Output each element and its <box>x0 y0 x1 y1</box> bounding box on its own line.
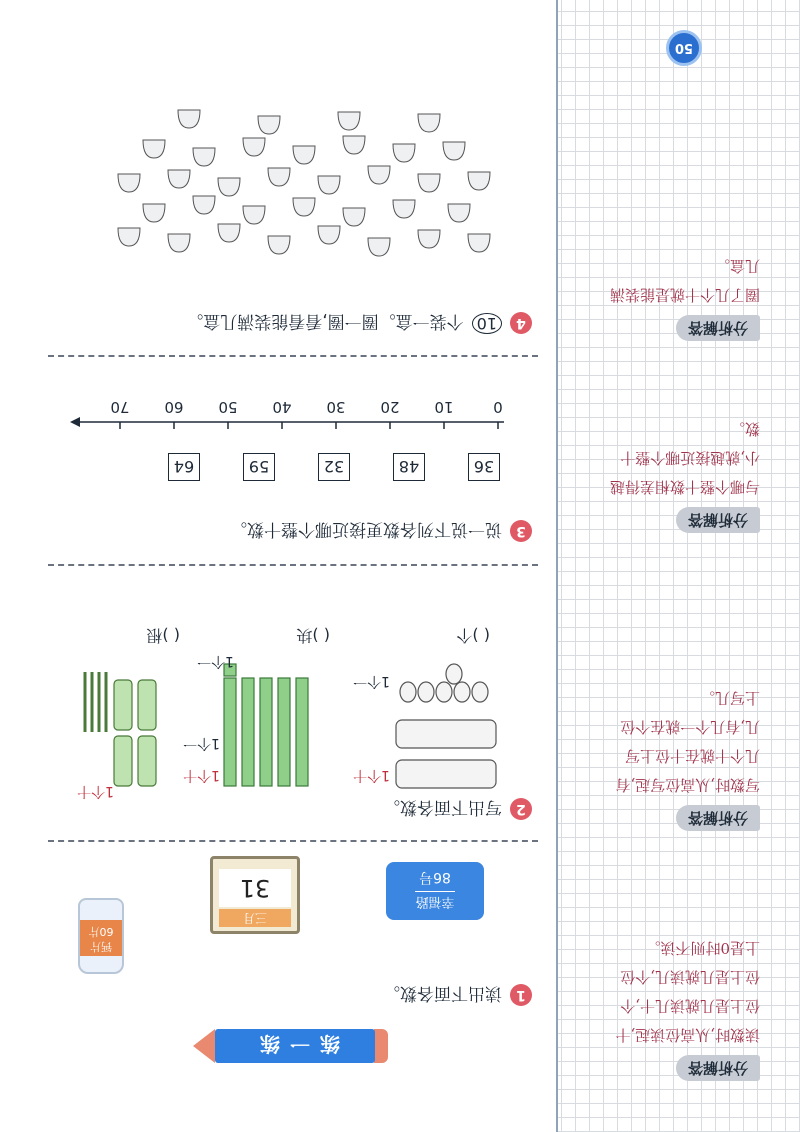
analysis-tag: 分析解答 <box>676 805 760 831</box>
section-divider <box>48 564 538 566</box>
question-2-header <box>383 797 532 822</box>
bell-icon <box>393 200 415 218</box>
bell-icon <box>193 148 215 166</box>
analysis-block-3 <box>610 414 760 534</box>
bell-icon <box>268 168 290 186</box>
jar-label <box>80 920 122 956</box>
pencil-tip-shape <box>193 1029 215 1063</box>
calendar-day: 31 <box>219 869 291 907</box>
bell-icon <box>318 226 340 244</box>
sticks-bundle-icon <box>80 662 160 792</box>
question-4-header <box>186 311 532 336</box>
jar-label-name: 钙片 <box>90 940 112 953</box>
bell-icon <box>143 140 165 158</box>
section-divider <box>48 355 538 357</box>
number-line-label: 10 <box>434 398 454 416</box>
label-one-unit: 1个一 <box>183 735 220 751</box>
page-number-badge <box>666 30 702 66</box>
house-number: 86号 <box>419 869 451 886</box>
calendar-month: 三月 <box>219 909 291 927</box>
question-4-text: 个装一盒。圈一圈,看看能装满几盒。 <box>186 311 464 331</box>
question-2-text: 写出下面各数。 <box>383 797 502 817</box>
label-one-ten: 1个十 <box>183 767 220 783</box>
label-one-unit: 1个一 <box>353 673 390 689</box>
bell-icon <box>468 172 490 190</box>
number-line-label: 60 <box>164 398 184 416</box>
analysis-tag: 分析解答 <box>676 507 760 533</box>
question-1-number: 1 <box>510 985 532 1007</box>
pencil-eraser-shape <box>374 1029 388 1063</box>
bell-icon <box>243 138 265 156</box>
number-line <box>70 392 510 442</box>
label-one-unit: 1个一 <box>197 653 234 669</box>
analysis-block-2 <box>610 683 760 832</box>
calcium-jar <box>78 898 124 974</box>
question-1-text: 读出下面各数。 <box>383 983 502 1003</box>
bell-icon <box>338 112 360 130</box>
bell-icon <box>218 178 240 196</box>
practice-banner-label: 练一练 <box>250 1032 340 1057</box>
question-2-number: 2 <box>510 799 532 821</box>
analysis-text: 写数时,从高位写起,有几个十就在十位上写几,有几个一就在个位上写几。 <box>615 689 760 794</box>
bell-icon <box>178 110 200 128</box>
analysis-text: 圈了几个十就是能装满几盒。 <box>609 257 760 304</box>
section-divider <box>48 840 538 842</box>
number-line-label: 20 <box>380 398 400 416</box>
answer-blank-rolls[interactable]: ( )个 <box>456 626 490 645</box>
jar-label-count: 60片 <box>88 925 114 938</box>
number-line-arrow <box>70 417 80 427</box>
number-line-label: 70 <box>110 398 130 416</box>
bell-icon <box>193 196 215 214</box>
bell-icon <box>468 234 490 252</box>
bell-icon <box>418 174 440 192</box>
cube-bars-icon <box>222 662 312 792</box>
bell-icon <box>368 166 390 184</box>
number-box: 59 <box>243 453 275 481</box>
label-one-ten: 1个十 <box>353 767 390 783</box>
bell-icon <box>318 176 340 194</box>
number-box: 48 <box>393 453 425 481</box>
paper-rolls-icon <box>390 662 500 792</box>
bell-icon <box>218 224 240 242</box>
bell-icon <box>448 204 470 222</box>
analysis-text: 与哪个整十数相差得越小,就越接近哪个整十数。 <box>609 420 760 496</box>
question-4-circled-number: 10 <box>472 313 502 334</box>
question-4-number: 4 <box>510 313 532 335</box>
number-line-label: 40 <box>272 398 292 416</box>
analysis-tag: 分析解答 <box>676 315 760 341</box>
bell-icon <box>443 142 465 160</box>
question-3-number: 3 <box>510 521 532 543</box>
bell-icon <box>418 114 440 132</box>
bell-icon <box>243 206 265 224</box>
bell-icon <box>168 234 190 252</box>
bell-icon <box>268 236 290 254</box>
calendar-page <box>210 856 300 934</box>
bell-icon <box>418 230 440 248</box>
page-number: 50 <box>674 40 694 56</box>
bell-icon <box>258 116 280 134</box>
bell-icon <box>168 170 190 188</box>
answer-blank-sticks[interactable]: ( )根 <box>146 626 180 645</box>
analysis-block-1 <box>610 933 760 1082</box>
analysis-tag: 分析解答 <box>676 1055 760 1081</box>
bell-icon <box>343 136 365 154</box>
label-one-ten: 1个十 <box>77 783 114 799</box>
bell-icon <box>293 198 315 216</box>
bells-group[interactable] <box>110 102 510 262</box>
number-line-label: 50 <box>218 398 238 416</box>
analysis-column <box>556 0 800 1132</box>
street-name: 幸福路 <box>416 892 455 914</box>
analysis-block-4 <box>610 251 760 342</box>
question-3-header <box>230 519 532 544</box>
bell-icon <box>118 228 140 246</box>
bell-icon <box>293 146 315 164</box>
number-box: 32 <box>318 453 350 481</box>
bell-icon <box>118 174 140 192</box>
number-box: 36 <box>468 453 500 481</box>
practice-banner <box>215 1029 375 1063</box>
question-3-text: 说一说下列各数更接近哪个整十数。 <box>230 519 502 539</box>
house-number-plate <box>386 862 484 920</box>
answer-blank-cubes[interactable]: ( )块 <box>296 626 330 645</box>
bell-icon <box>393 144 415 162</box>
number-line-label: 30 <box>326 398 346 416</box>
analysis-text: 读数时,从高位读起,十位上是几就读几十,个位上是几就读几,个位上是0时则不读。 <box>615 939 760 1044</box>
question-1-header <box>383 983 532 1008</box>
bell-icon <box>368 238 390 256</box>
bell-icon <box>143 204 165 222</box>
number-line-label: 0 <box>493 398 503 416</box>
number-box: 64 <box>168 453 200 481</box>
bell-icon <box>343 208 365 226</box>
